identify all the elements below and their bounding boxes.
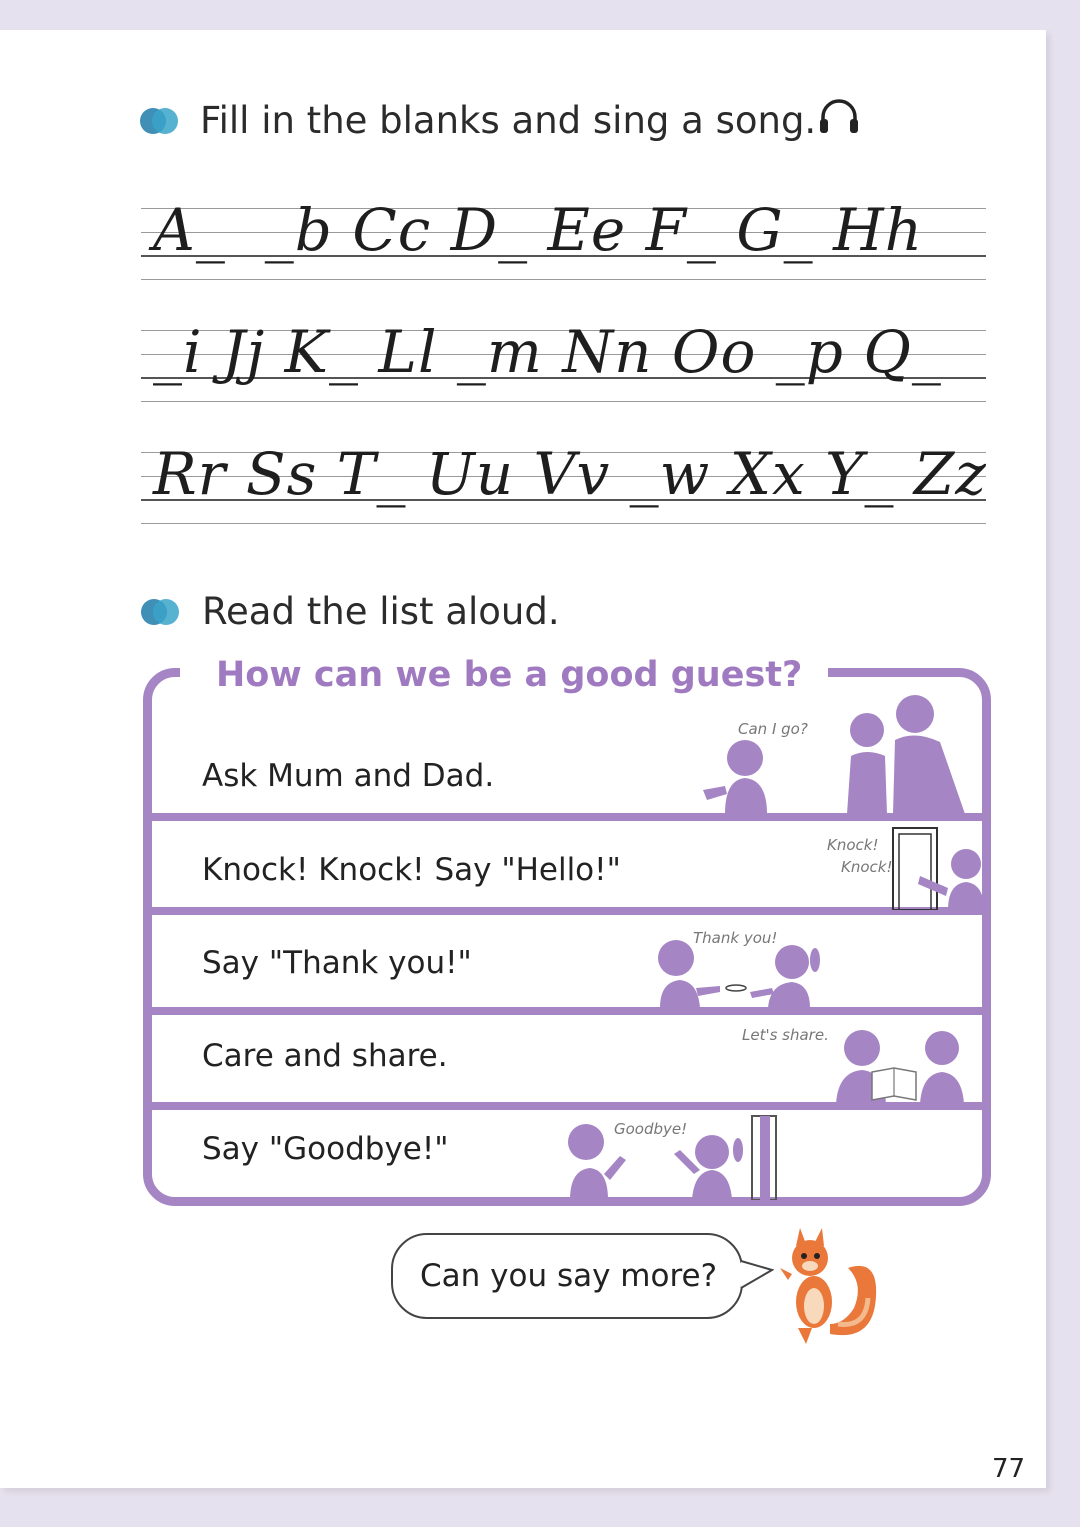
caption-can-i-go: Can I go? <box>738 720 808 738</box>
alphabet-row-2: _i Jj K_ Ll _m Nn Oo _p Q_ <box>153 318 942 386</box>
speech-text: Can you say more? <box>420 1258 718 1294</box>
headphones-icon <box>818 97 860 137</box>
thank-you-illustration <box>650 930 825 1008</box>
caption-knock-2: Knock! <box>841 858 893 876</box>
list-item-3: Say "Thank you!" <box>202 945 472 981</box>
caption-thank-you: Thank you! <box>693 929 778 947</box>
child-and-parents-illustration <box>695 690 975 814</box>
page-number: 77 <box>992 1454 1026 1484</box>
list-title: How can we be a good guest? <box>216 655 803 695</box>
knocking-door-illustration <box>890 826 985 910</box>
alphabet-row-1: A_ _b Cc D_ Ee F_ G_ Hh <box>153 196 924 264</box>
list-item-1: Ask Mum and Dad. <box>202 758 495 794</box>
instruction-1: Fill in the blanks and sing a song. <box>200 99 817 142</box>
speech-tail <box>738 1258 774 1294</box>
handwriting-line-2 <box>141 318 986 402</box>
bullet-icon <box>141 597 181 627</box>
sharing-illustration <box>828 1022 973 1104</box>
caption-knock: Knock! <box>827 836 879 854</box>
list-item-2: Knock! Knock! Say "Hello!" <box>202 852 621 888</box>
goodbye-illustration <box>560 1112 785 1200</box>
list-item-4: Care and share. <box>202 1038 448 1074</box>
caption-lets-share: Let's share. <box>742 1026 829 1044</box>
row-divider <box>150 907 985 915</box>
handwriting-line-3 <box>141 440 987 524</box>
instruction-2: Read the list aloud. <box>202 590 560 633</box>
bullet-icon <box>140 106 180 136</box>
caption-goodbye: Goodbye! <box>614 1120 688 1138</box>
handwriting-line-1 <box>141 196 986 280</box>
row-divider <box>150 813 985 821</box>
row-divider <box>150 1007 985 1015</box>
list-item-5: Say "Goodbye!" <box>202 1131 449 1167</box>
squirrel-icon <box>778 1224 882 1346</box>
alphabet-row-3: Rr Ss T_ Uu Vv _w Xx Y_ Zz <box>153 440 987 508</box>
